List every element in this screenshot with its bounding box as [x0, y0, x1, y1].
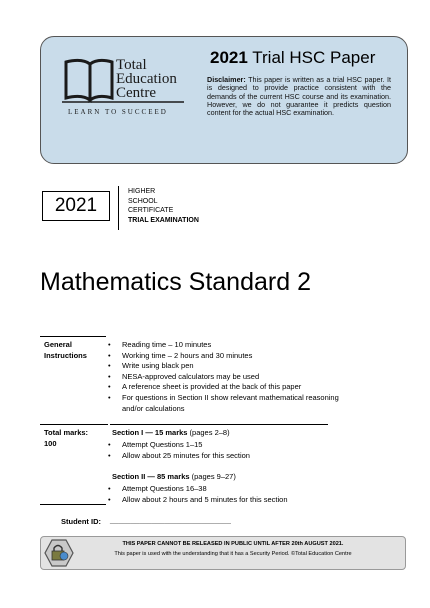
hsc-trial-line: TRIAL EXAMINATION: [128, 216, 199, 224]
list-item: • Working time – 2 hours and 30 minutes: [108, 351, 348, 362]
divider-vertical: [118, 186, 119, 230]
section-1-title: Section I — 15 marks: [112, 428, 188, 437]
general-label-line-2: Instructions: [44, 351, 87, 360]
total-marks-text: Total marks:: [44, 428, 89, 437]
general-instructions-list: [108, 340, 348, 414]
hsc-line-1: HIGHER: [128, 188, 156, 195]
section-2-pages: (pages 9–27): [191, 472, 236, 481]
total-marks-value: 100: [44, 439, 57, 448]
student-id-label: Student ID:: [61, 517, 101, 526]
logo-word-2: Education: [116, 71, 177, 87]
section-1-list: [108, 440, 328, 461]
paper-title: [210, 48, 375, 68]
section-2-title: Section II — 85 marks: [112, 472, 190, 481]
total-marks-label: [44, 427, 88, 449]
logo-wordmark: [116, 58, 177, 100]
exam-year-box: 2021: [42, 191, 110, 221]
general-label: [44, 339, 87, 361]
paper-title-text: Trial HSC Paper: [252, 48, 376, 67]
hsc-block: [128, 187, 199, 225]
section-1-heading: [112, 428, 230, 437]
disclaimer-label: Disclaimer:: [207, 75, 246, 84]
footer-security-notice: This paper is used with the understanding that it has a Security Period. ©Total Education Centre: [114, 551, 352, 557]
list-item: • Allow about 25 minutes for this section: [108, 451, 328, 462]
rule-marks-right: [110, 424, 328, 425]
list-item: • For questions in Section II show relevant mathematical reasoning and/or calculations: [108, 393, 348, 414]
disclaimer-text: This paper is written as a trial HSC paper. It is designed to provide practice consistent with the demands of the current HSC course and its examination. However, we do not guarantee it predicts question content for the actual HSC examination.: [207, 75, 391, 118]
rule-general-top: [40, 336, 106, 337]
general-label-line-1: General: [44, 340, 72, 349]
rule-marks-bottom: [40, 504, 106, 505]
hsc-line-3: CERTIFICATE: [128, 207, 174, 215]
subject-title: Mathematics Standard 2: [40, 268, 311, 296]
list-item: • A reference sheet is provided at the back of this paper: [108, 382, 348, 393]
list-item: • NESA-approved calculators may be used: [108, 372, 348, 383]
list-item: • Reading time – 10 minutes: [108, 340, 348, 351]
list-item: • Attempt Questions 16–38: [108, 484, 348, 495]
security-padlock-icon: [44, 538, 74, 568]
list-item: • Allow about 2 hours and 5 minutes for this section: [108, 495, 348, 506]
list-item: • Write using black pen: [108, 361, 348, 372]
section-1-pages: (pages 2–8): [189, 428, 230, 437]
disclaimer: [207, 76, 391, 117]
footer-release-notice: THIS PAPER CANNOT BE RELEASED IN PUBLIC UNTIL AFTER 20th AUGUST 2021.: [122, 541, 344, 547]
list-item: • Attempt Questions 1–15: [108, 440, 328, 451]
section-2-heading: [112, 472, 236, 481]
student-id-field[interactable]: _____________________________: [110, 515, 231, 524]
paper-year: 2021: [210, 48, 248, 67]
hsc-line-2: SCHOOL: [128, 197, 158, 205]
logo-word-1: Total: [116, 57, 147, 73]
logo-word-3: Centre: [116, 85, 156, 101]
section-2-list: [108, 484, 348, 505]
rule-marks-left: [40, 424, 108, 425]
logo-tagline: LEARN TO SUCCEED: [68, 108, 168, 116]
